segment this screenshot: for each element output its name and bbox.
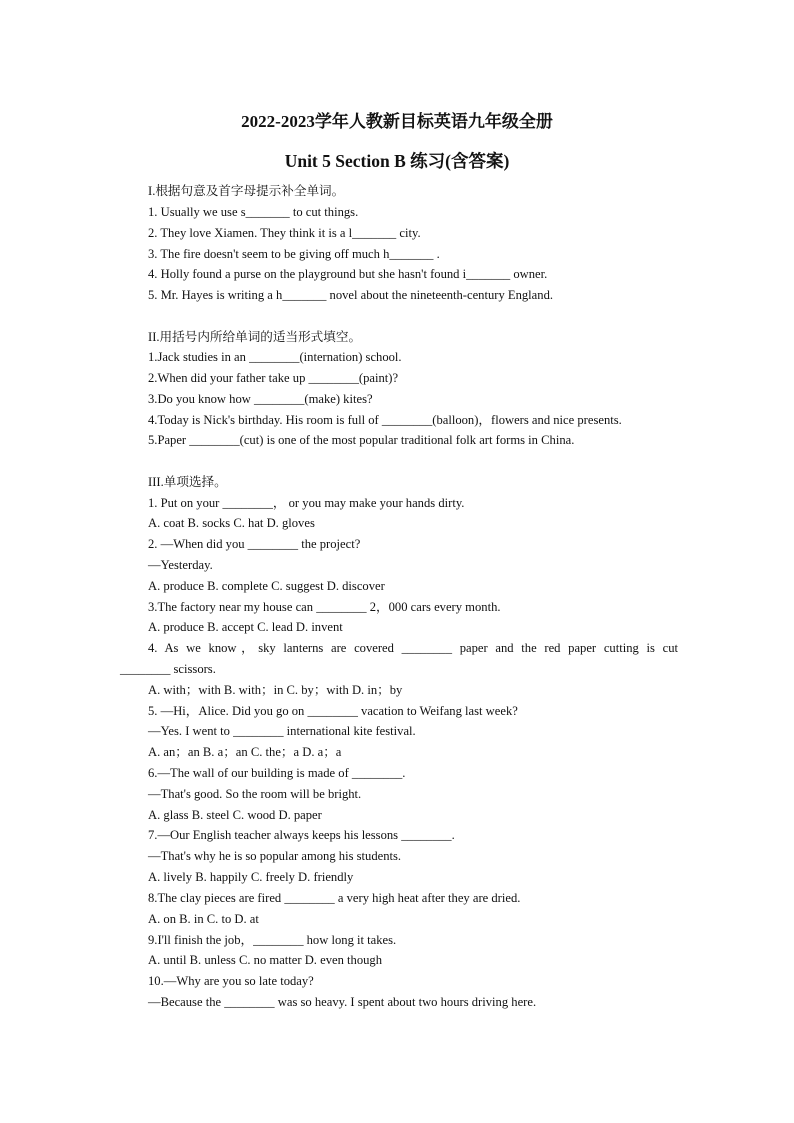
question-text: 7.—Our English teacher always keeps his lessons ________. xyxy=(148,828,455,842)
answer-options: A. lively B. happily C. freely D. friendly xyxy=(148,870,354,884)
question-text: 8.The clay pieces are fired ________ a very high heat after they are dried. xyxy=(148,891,521,905)
section1-heading: I.根据句意及首字母提示补全单词。 xyxy=(148,184,345,198)
question-text: —That's good. So the room will be bright. xyxy=(148,787,362,801)
page-subtitle: Unit 5 Section B 练习(含答案) xyxy=(284,151,510,171)
answer-options: A. on B. in C. to D. at xyxy=(148,912,259,926)
question-text: 4. As we know，sky lanterns are covered ________ paper and the red paper cutting is cut xyxy=(148,641,678,655)
answer-options: A. coat B. socks C. hat D. gloves xyxy=(148,516,315,530)
question-text: 1. Put on your ________， or you may make your hands dirty. xyxy=(148,496,465,510)
answer-options: A. until B. unless C. no matter D. even though xyxy=(148,953,383,967)
section1-item: 5. Mr. Hayes is writing a h_______ novel about the nineteenth-century England. xyxy=(148,288,554,302)
answer-options: A. glass B. steel C. wood D. paper xyxy=(148,808,322,822)
section1-item: 4. Holly found a purse on the playground but she hasn't found i_______ owner. xyxy=(148,267,548,281)
section2-heading: II.用括号内所给单词的适当形式填空。 xyxy=(148,330,362,344)
section3-heading: III.单项选择。 xyxy=(148,475,227,489)
section1-item: 1. Usually we use s_______ to cut things. xyxy=(148,205,359,219)
answer-options: A. with；with B. with；in C. by；with D. in；by xyxy=(148,683,403,697)
section2-item: 2.When did your father take up ________(paint)? xyxy=(148,371,399,385)
answer-options: A. produce B. complete C. suggest D. discover xyxy=(148,579,385,593)
question-text: —That's why he is so popular among his students. xyxy=(148,849,402,863)
answer-options: A. produce B. accept C. lead D. invent xyxy=(148,620,343,634)
question-text: 2. —When did you ________ the project? xyxy=(148,537,361,551)
section2-item: 3.Do you know how ________(make) kites? xyxy=(148,392,373,406)
section2-item: 5.Paper ________(cut) is one of the most popular traditional folk art forms in China. xyxy=(148,433,575,447)
section2-item: 4.Today is Nick's birthday. His room is full of ________(balloon)，flowers and nice presents. xyxy=(148,413,622,427)
question-text: 10.—Why are you so late today? xyxy=(148,974,314,988)
section2-item: 1.Jack studies in an ________(internation) school. xyxy=(148,350,402,364)
question-text: 9.I'll finish the job，________ how long it takes. xyxy=(148,933,397,947)
question-text: —Because the ________ was so heavy. I spent about two hours driving here. xyxy=(148,995,537,1009)
question-text: 6.—The wall of our building is made of ________. xyxy=(148,766,406,780)
question-text: 3.The factory near my house can ________ 2，000 cars every month. xyxy=(148,600,501,614)
section1-item: 3. The fire doesn't seem to be giving off much h_______ . xyxy=(148,247,440,261)
page-title: 2022-2023学年人教新目标英语九年级全册 xyxy=(241,112,553,131)
question-text-continued: ________ scissors. xyxy=(120,662,216,676)
question-text: 5. —Hi，Alice. Did you go on ________ vacation to Weifang last week? xyxy=(148,704,518,718)
question-text: —Yesterday. xyxy=(148,558,213,572)
section1-item: 2. They love Xiamen. They think it is a l_______ city. xyxy=(148,226,421,240)
answer-options: A. an；an B. a；an C. the；a D. a；a xyxy=(148,745,342,759)
question-text: —Yes. I went to ________ international kite festival. xyxy=(148,724,416,738)
